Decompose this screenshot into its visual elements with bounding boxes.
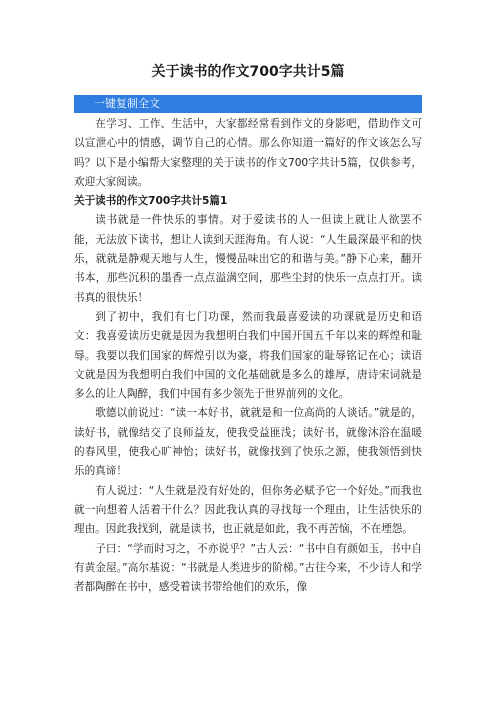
paragraph: 到了初中，我们有七门功课，然而我最喜爱读的功课就是历史和语文：我喜爱读历史就是因为我想明白我们中国开国五千年以来的辉煌和耻辱。我要以我们国家的辉煌引以为豪，将我们国家的耻辱铭记在心；读语文就是因为我想明白我们中国的文化基础就是多么的雄厚，唐诗宋词就是多么的让人陶醉，我们中国有多少领先于世界前列的文化。 (74, 310, 422, 401)
document-title: 关于读书的作文700字共计5篇 (151, 64, 345, 80)
paragraph: 歌德以前说过：“读一本好书，就就是和一位高尚的人谈话。”就是的，读好书，就像结交了良师益友，使我受益匪浅；读好书，就像沐浴在温暖的春风里，使我心旷神怡；读好书，就像找到了快乐之源，使我领悟到快乐的真谛！ (74, 407, 422, 478)
paragraph: 子曰：“学而时习之，不亦说乎？”古人云：“书中自有颜如玉，书中自有黄金屋。”高尔基说：“书就是人类进步的阶梯。”古往今来，不少诗人和学者都陶醉在书中，感受着读书带给他们的欢乐，像 (74, 542, 422, 594)
paragraph: 在学习、工作、生活中，大家都经常看到作文的身影吧，借助作文可以宣泄心中的情感，调节自己的心情。那么你知道一篇好的作文该怎么写吗？以下是小编帮大家整理的关于读书的作文700字共计5篇，仅供参考，欢迎大家阅读。 (74, 118, 422, 188)
copy-all-label: 一键复制全文 (94, 97, 160, 110)
section-heading: 关于读书的作文700字共计5篇1 (74, 195, 228, 208)
document-body (74, 115, 422, 597)
copy-all-button[interactable] (74, 95, 422, 113)
paragraph: 读书就是一件快乐的事情。对于爱读书的人一但读上就让人欲罢不能，无法放下读书，想让人读到天涯海角。有人说：“人生最深最平和的快乐，就就是静观天地与人生，慢慢品味出它的和谐与美。”静下心来，翻开书本，那些沉积的墨香一点点溢满空间，那些尘封的快乐一点点打开。读书真的很快乐！ (74, 214, 422, 304)
paragraph: 有人说过：“人生就是没有好处的，但你务必赋予它一个好处。”而我也就一向想着人活着干什么？因此我认真的寻找每一个理由，让生活快乐的理由。因此我找到，就是读书，也正就是如此，我不再苦恼，不在堙怨。 (74, 484, 422, 536)
